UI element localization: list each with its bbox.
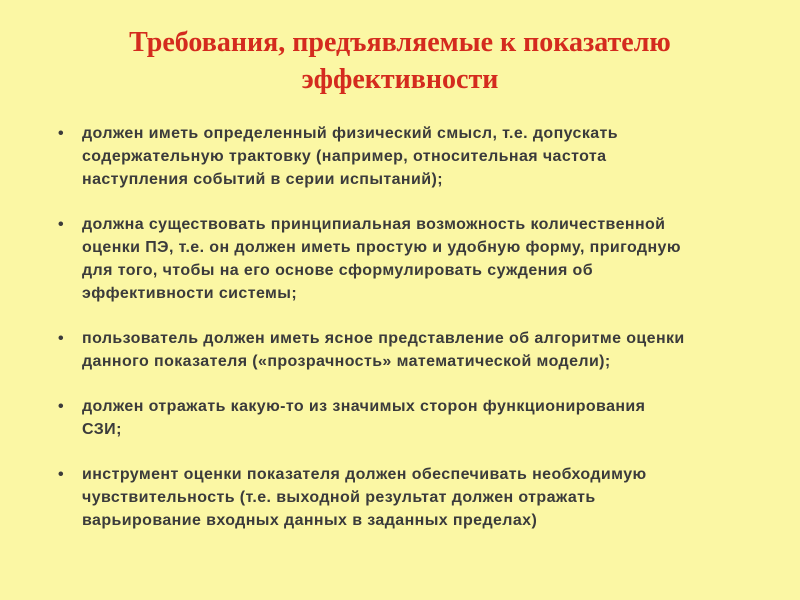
list-item-text: [82, 122, 748, 191]
slide-title: [40, 24, 760, 98]
list-item-line: для того, чтобы на его основе сформулировать суждения об: [82, 262, 593, 279]
list-item: [58, 213, 748, 305]
list-item: [58, 395, 748, 441]
title-line-2: эффективности: [301, 64, 499, 95]
list-item: [58, 122, 748, 191]
list-item-text: [82, 395, 748, 441]
bullet-icon: •: [58, 216, 65, 233]
bullet-icon: •: [58, 330, 65, 347]
list-item-line: эффективности системы;: [82, 285, 298, 302]
list-item: [58, 327, 748, 373]
bullet-icon: •: [58, 398, 65, 415]
list-item-line: должен отражать какую-то из значимых сторон функционирования: [82, 398, 646, 415]
list-item-line: наступления событий в серии испытаний);: [82, 171, 443, 188]
title-line-1: Требования, предъявляемые к показателю: [129, 27, 671, 58]
list-item-text: [82, 327, 748, 373]
requirements-list: [58, 122, 748, 554]
list-item-line: СЗИ;: [82, 421, 122, 438]
list-item-line: инструмент оценки показателя должен обеспечивать необходимую: [82, 466, 647, 483]
list-item-text: [82, 463, 748, 532]
list-item: [58, 463, 748, 532]
list-item-line: содержательную трактовку (например, относительная частота: [82, 148, 607, 165]
bullet-icon: •: [58, 466, 65, 483]
list-item-line: пользователь должен иметь ясное представление об алгоритме оценки: [82, 330, 685, 347]
list-item-line: должен иметь определенный физический смысл, т.е. допускать: [82, 125, 619, 142]
list-item-text: [82, 213, 748, 305]
list-item-line: должна существовать принципиальная возможность количественной: [82, 216, 666, 233]
list-item-line: оценки ПЭ, т.е. он должен иметь простую и удобную форму, пригодную: [82, 239, 681, 256]
list-item-line: данного показателя («прозрачность» математической модели);: [82, 353, 611, 370]
bullet-icon: •: [58, 125, 65, 142]
list-item-line: чувствительность (т.е. выходной результат должен отражать: [82, 489, 596, 506]
list-item-line: варьирование входных данных в заданных пределах): [82, 512, 538, 529]
